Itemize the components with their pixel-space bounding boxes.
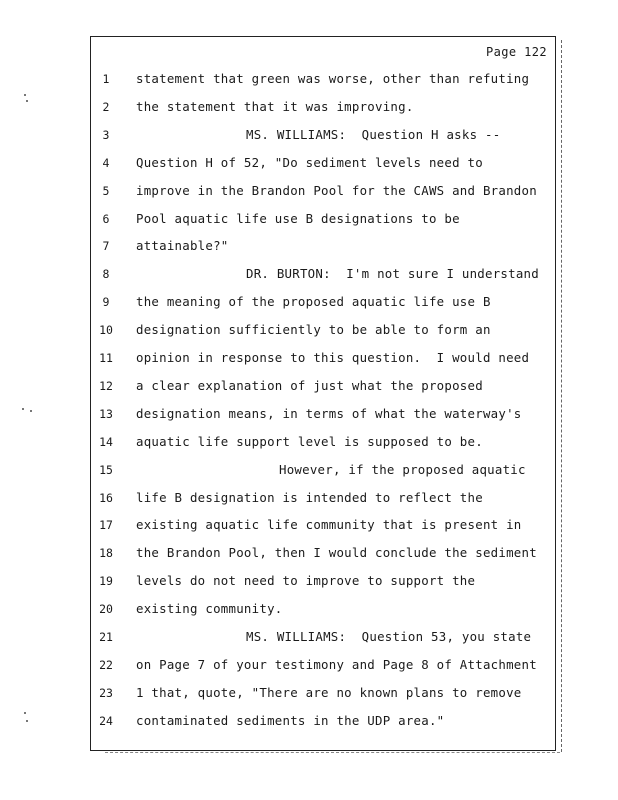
line-number: 10 [99, 323, 113, 338]
transcript-line [91, 571, 555, 591]
scan-speck [26, 100, 28, 102]
transcript-line [91, 599, 555, 619]
line-number: 19 [99, 574, 113, 589]
transcript-line [91, 404, 555, 424]
transcript-line [91, 432, 555, 452]
transcript-lines [91, 37, 555, 750]
transcript-line [91, 264, 555, 284]
transcript-line [91, 69, 555, 89]
transcript-line [91, 125, 555, 145]
line-number: 17 [99, 518, 113, 533]
line-text: MS. WILLIAMS: Question H asks -- [246, 126, 501, 142]
transcript-line [91, 543, 555, 563]
line-number: 1 [102, 72, 110, 86]
line-text: Question H of 52, "Do sediment levels need to [136, 154, 483, 170]
bottom-margin-rule [105, 752, 560, 753]
line-text: levels do not need to improve to support the [136, 573, 476, 589]
scan-speck [26, 720, 28, 722]
line-number: 24 [99, 713, 113, 728]
line-text: contaminated sediments in the UDP area." [136, 712, 445, 728]
transcript-line [91, 97, 555, 117]
line-number: 18 [99, 546, 113, 561]
line-number: 21 [99, 630, 113, 644]
scan-speck [30, 410, 32, 412]
line-text: aquatic life support level is supposed to be. [136, 433, 483, 449]
line-number: 4 [102, 155, 110, 170]
transcript-line [91, 655, 555, 675]
line-number: 16 [99, 490, 113, 505]
transcript-line [91, 209, 555, 229]
line-text: existing aquatic life community that is present in [136, 517, 522, 533]
right-margin-rule [561, 40, 562, 752]
line-text: Pool aquatic life use B designations to be [136, 210, 460, 226]
line-number: 8 [102, 267, 110, 282]
line-number: 2 [102, 99, 110, 114]
line-number: 11 [99, 351, 113, 365]
line-text: MS. WILLIAMS: Question 53, you state [246, 629, 532, 644]
line-number: 15 [99, 462, 113, 477]
transcript-line [91, 292, 555, 312]
transcript-page [90, 36, 556, 751]
line-text: designation means, in terms of what the waterway's [136, 405, 522, 421]
line-text: existing community. [136, 601, 283, 617]
scan-speck [24, 712, 26, 714]
line-text: improve in the Brandon Pool for the CAWS and Brandon [136, 182, 537, 198]
transcript-line [91, 711, 555, 731]
line-number: 7 [102, 239, 110, 254]
transcript-line [91, 236, 555, 256]
transcript-line [91, 376, 555, 396]
transcript-line [91, 460, 555, 480]
line-number: 9 [102, 295, 110, 310]
line-number: 13 [99, 406, 113, 421]
line-text: the Brandon Pool, then I would conclude the sediment [136, 545, 537, 561]
line-number: 12 [99, 378, 113, 393]
line-number: 3 [102, 127, 110, 142]
line-number: 14 [99, 434, 113, 449]
line-text: attainable?" [136, 238, 229, 254]
page-number: Page 122 [486, 45, 547, 59]
transcript-line [91, 627, 555, 647]
line-text: a clear explanation of just what the proposed [136, 377, 483, 393]
transcript-line [91, 488, 555, 508]
line-text: the meaning of the proposed aquatic life use B [136, 294, 491, 310]
transcript-line [91, 515, 555, 535]
transcript-line [91, 320, 555, 340]
line-text: opinion in response to this question. I would need [136, 350, 530, 365]
line-text: the statement that it was improving. [136, 98, 414, 114]
line-number: 22 [99, 657, 113, 672]
line-number: 5 [102, 183, 110, 198]
line-text: designation sufficiently to be able to form an [136, 322, 491, 338]
transcript-line [91, 181, 555, 201]
scan-speck [22, 408, 24, 410]
transcript-line [91, 153, 555, 173]
transcript-line [91, 683, 555, 703]
line-text: However, if the proposed aquatic [279, 461, 526, 477]
transcript-line [91, 348, 555, 368]
line-text: statement that green was worse, other than refuting [136, 71, 530, 86]
line-text: 1 that, quote, "There are no known plans to remove [136, 684, 522, 700]
line-text: life B designation is intended to reflect the [136, 489, 483, 505]
line-number: 20 [99, 602, 113, 617]
line-text: on Page 7 of your testimony and Page 8 of Attachment [136, 656, 537, 672]
line-number: 23 [99, 685, 113, 700]
line-text: DR. BURTON: I'm not sure I understand [246, 266, 539, 282]
scan-speck [24, 94, 26, 96]
line-number: 6 [102, 211, 110, 226]
